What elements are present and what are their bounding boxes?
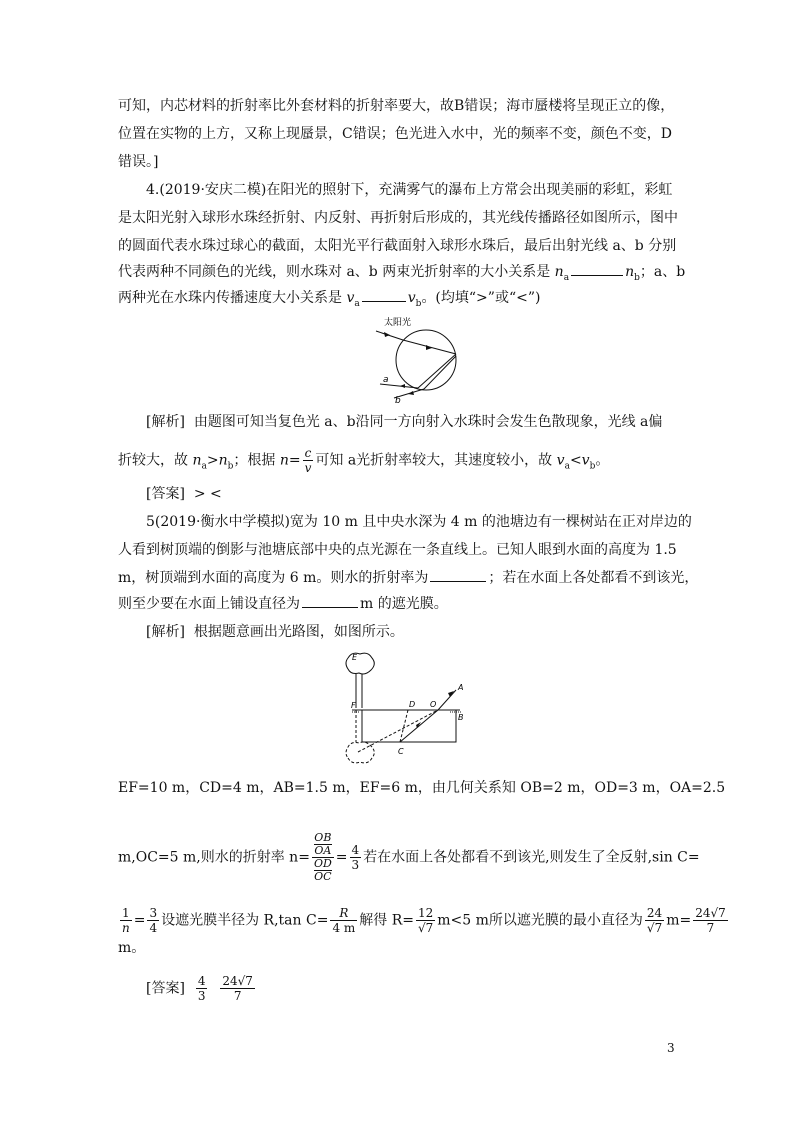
- question-4-line: 的圆面代表水珠过球心的截面，太阳光平行截面射入球形水珠后，最后出射光线 a、b 分别: [118, 238, 677, 254]
- q5-calc: EF=10 m，CD=4 m，AB=1.5 m，EF=6 m，由几何关系知 OB=2 m，OD=3 m，OA=2.5: [118, 780, 726, 796]
- pond-figure: [338, 648, 468, 768]
- text-line: 位置在实物的上方，又称上现蜃景，C错误；色光进入水中，光的频率不变，颜色不变，D: [118, 126, 672, 142]
- q5-calc: m,OC=5 m,则水的折射率 n= OB OA OD OC = $\frac{4}{3}$ 若在水面上各处都看不到该光,则发生了全反射,sin C=: [118, 831, 700, 883]
- question-4-line: 代表两种不同颜色的光线，则水珠对 a、b 两束光折射率的大小关系是 $n_a$ $n_b$；a、b: [118, 264, 686, 283]
- question-5-line: 人看到树顶端的倒影与池塘底部中央的点光源在一条直线上。已知人眼到水面的高度为 1.5: [118, 542, 677, 558]
- text-line: 可知，内芯材料的折射率比外套材料的折射率要大，故B错误；海市蜃楼将呈现正立的像，: [118, 98, 675, 114]
- ray-co: [400, 710, 438, 742]
- label-b: B: [458, 713, 464, 722]
- question-4-line: 两种光在水珠内传播速度大小关系是 $v_a$ $v_b$。(均填“>”或“<”): [118, 290, 541, 309]
- question-5-line: 5(2019·衡水中学模拟)宽为 10 m 且中央水深为 4 m 的池塘边有一棵树站在正对岸边的: [146, 514, 692, 530]
- arrow: [408, 391, 414, 395]
- label-c: C: [398, 747, 404, 756]
- q5-analysis: [解析] 根据题意画出光路图，如图所示。: [146, 624, 404, 640]
- pond-basin: [362, 710, 456, 742]
- tree-crown: [346, 653, 374, 674]
- arrow: [400, 384, 405, 388]
- ray-oa: [438, 690, 456, 710]
- label-o: O: [430, 700, 437, 709]
- label-f: F: [351, 701, 356, 710]
- water-droplet-figure: [370, 312, 470, 404]
- tree-reflection: [346, 742, 374, 763]
- label-e: E: [352, 653, 358, 662]
- q5-calc: $\frac{1}{n}$ = $\frac{3}{4}$ 设遮光膜半径为 R,tan C= $\frac{R}{4 m}$ 解得 R= $\frac{12}{√7}$ m<5 m所以遮光膜的最小直径为 $\frac{24}{√7}$ m= $\frac{24√7}{7}$: [122, 906, 726, 935]
- text-line: 错误。]: [118, 154, 159, 170]
- page-number: 3: [667, 1041, 675, 1055]
- label-a: a: [383, 375, 389, 385]
- q4-analysis: [解析] 由题图可知当复色光 a、b沿同一方向射入水珠时会发生色散现象，光线 a偏: [146, 414, 663, 430]
- reflected-ray-b: [424, 356, 456, 389]
- question-4-line: 是太阳光射入球形水珠经折射、内反射、再折射后形成的，其光线传播路径如图所示，图中: [118, 210, 678, 226]
- label-b: b: [395, 396, 401, 404]
- reflected-ray-a: [418, 354, 456, 388]
- q4-answer: [答案] > <: [146, 486, 222, 502]
- label-a: A: [458, 683, 464, 692]
- sun-label: 太阳光: [384, 318, 412, 328]
- q5-answer: [答案] $\frac{4}{3}$ $\frac{24√7}{7}$: [146, 974, 253, 1003]
- arrow: [384, 332, 390, 337]
- label-d: D: [409, 700, 416, 709]
- question-5-line: m，树顶端到水面的高度为 6 m。则水的折射率为 ；若在水面上各处都看不到该光，: [118, 570, 699, 586]
- q4-analysis: 折较大，故 $n_a>n_b$；根据 n= $\frac{c}{v}$ 可知 a光折射率较大，其速度较小，故 $v_a<v_b$。: [118, 446, 610, 475]
- q5-calc: m。: [118, 940, 146, 956]
- question-4-line: 4.(2019·安庆二模)在阳光的照射下，充满雾气的瀑布上方常会出现美丽的彩虹，彩虹: [146, 182, 673, 198]
- incident-ray: [376, 331, 403, 340]
- question-5-line: 则至少要在水面上铺设直径为 m 的遮光膜。: [118, 596, 448, 612]
